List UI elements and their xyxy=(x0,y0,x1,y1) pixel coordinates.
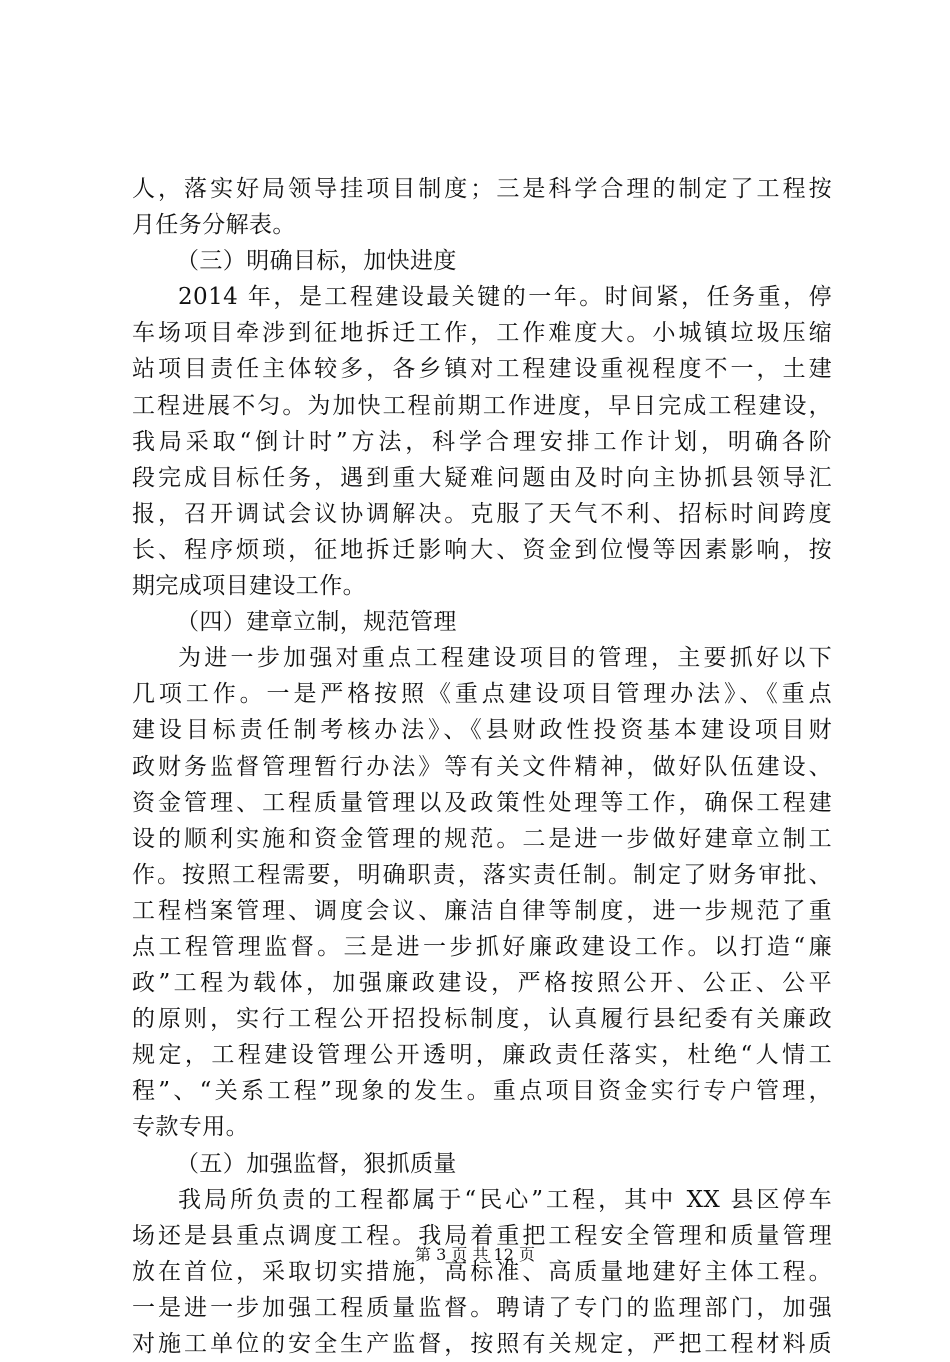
section-heading: （四）建章立制，规范管理 xyxy=(176,609,457,636)
body-line: 建设目标责任制考核办法》、《县财政性投资基本建设项目财 xyxy=(132,717,832,744)
body-line: 站项目责任主体较多，各乡镇对工程建设重视程度不一，土建 xyxy=(132,356,832,383)
body-line: 期完成项目建设工作。 xyxy=(132,573,366,600)
body-line: 我局采取“倒计时”方法，科学合理安排工作计划，明确各阶 xyxy=(132,428,832,455)
body-line: 对施工单位的安全生产监督，按照有关规定，严把工程材料质 xyxy=(132,1331,832,1357)
body-line: 报，召开调试会议协调解决。克服了天气不利、招标时间跨度 xyxy=(132,500,832,527)
body-line: 的原则，实行工程公开招投标制度，认真履行县纪委有关廉政 xyxy=(132,1006,832,1033)
body-line: 政财务监督管理暂行办法》等有关文件精神，做好队伍建设、 xyxy=(132,753,832,780)
body-line: 放在首位，采取切实措施，高标准、高质量地建好主体工程。 xyxy=(132,1258,832,1285)
body-line: 场还是县重点调度工程。我局着重把工程安全管理和质量管理 xyxy=(132,1222,832,1249)
body-line: 规定，工程建设管理公开透明，廉政责任落实，杜绝“人情工 xyxy=(132,1042,832,1069)
document-body xyxy=(132,171,832,1362)
body-line: 人，落实好局领导挂项目制度；三是科学合理的制定了工程按 xyxy=(132,176,832,202)
page-footer xyxy=(0,1244,950,1266)
body-line: 作。按照工程需要，明确职责，落实责任制。制定了财务审批、 xyxy=(132,861,832,888)
body-line: 工程档案管理、调度会议、廉洁自律等制度，进一步规范了重 xyxy=(132,897,832,924)
body-line: 月任务分解表。 xyxy=(132,212,296,239)
body-line: 我局所负责的工程都属于“民心”工程，其中 XX 县区停车 xyxy=(178,1186,832,1213)
body-line: 为进一步加强对重点工程建设项目的管理，主要抓好以下 xyxy=(178,645,832,672)
body-line: 点工程管理监督。三是进一步抓好廉政建设工作。以打造“廉 xyxy=(132,933,832,960)
body-line: 专款专用。 xyxy=(132,1114,249,1141)
body-line: 2014 年，是工程建设最关键的一年。时间紧，任务重，停 xyxy=(178,284,832,311)
body-line: 长、程序烦琐，征地拆迁影响大、资金到位慢等因素影响，按 xyxy=(132,536,832,563)
body-line: 程”、“关系工程”现象的发生。重点项目资金实行专户管理， xyxy=(132,1078,832,1105)
section-heading: （五）加强监督，狠抓质量 xyxy=(176,1150,457,1177)
page-number: 第 3 页 共 12 页 xyxy=(415,1245,535,1264)
body-line: 设的顺利实施和资金管理的规范。二是进一步做好建章立制工 xyxy=(132,825,832,852)
body-line: 工程进展不匀。为加快工程前期工作进度，早日完成工程建设， xyxy=(132,392,832,419)
body-line: 车场项目牵涉到征地拆迁工作，工作难度大。小城镇垃圾压缩 xyxy=(132,320,832,347)
body-line: 段完成目标任务，遇到重大疑难问题由及时向主协抓县领导汇 xyxy=(132,464,832,491)
body-line: 一是进一步加强工程质量监督。聘请了专门的监理部门，加强 xyxy=(132,1294,832,1321)
section-heading: （三）明确目标，加快进度 xyxy=(176,248,457,275)
body-line: 政”工程为载体，加强廉政建设，严格按照公开、公正、公平 xyxy=(132,970,832,997)
body-line: 资金管理、工程质量管理以及政策性处理等工作，确保工程建 xyxy=(132,789,832,816)
body-line: 几项工作。一是严格按照《重点建设项目管理办法》、《重点 xyxy=(132,681,832,708)
